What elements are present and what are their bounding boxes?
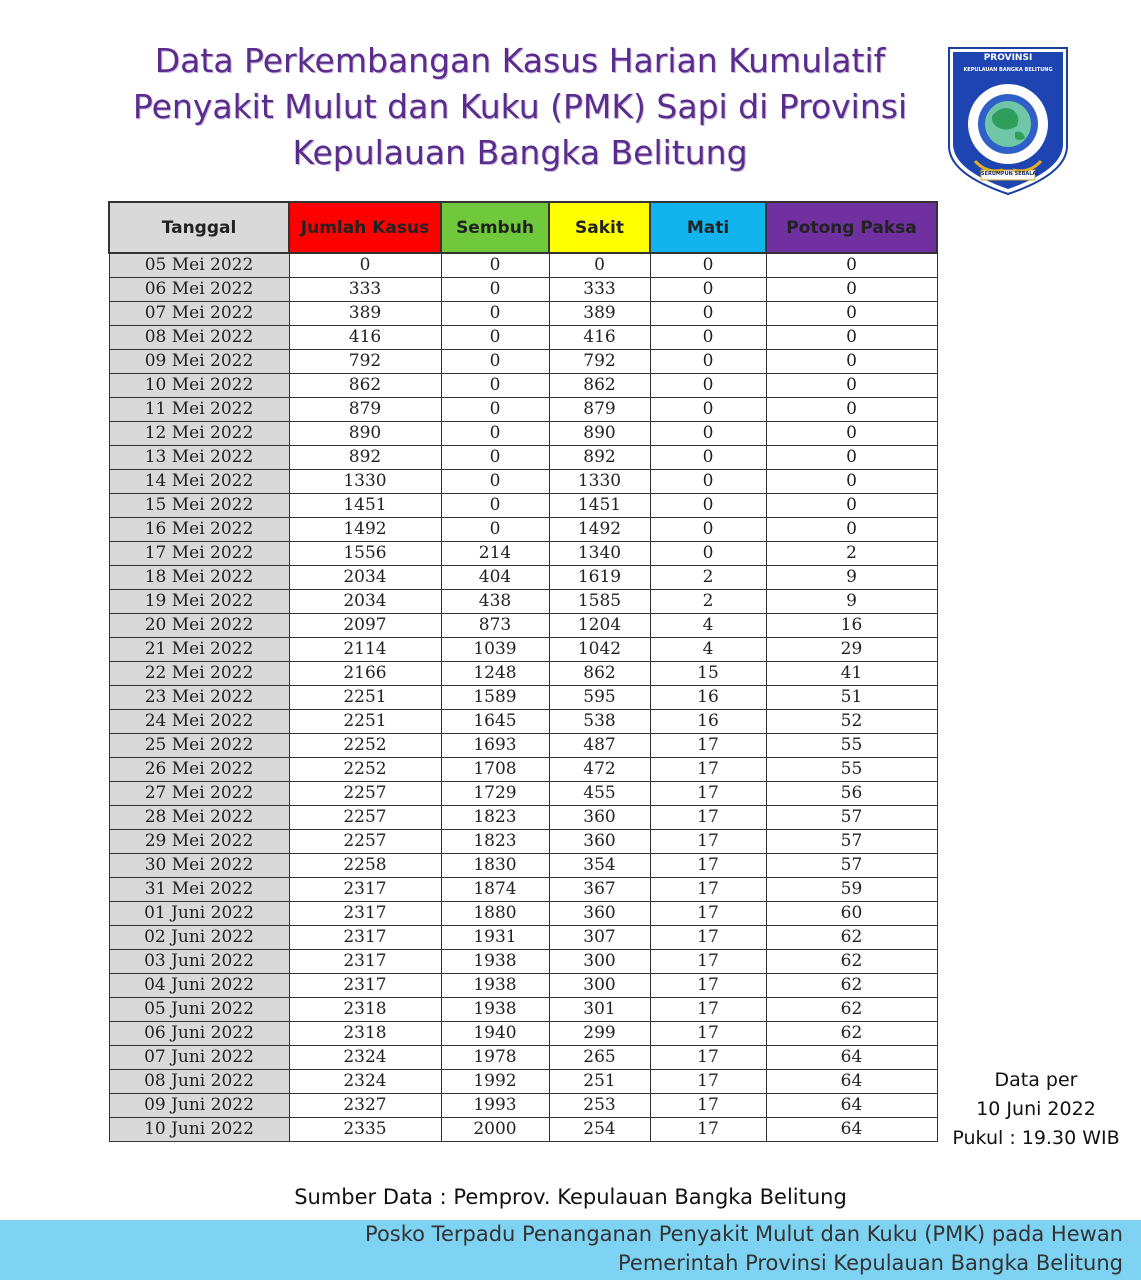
value-cell: 1340 [549, 542, 650, 566]
value-cell: 56 [766, 782, 937, 806]
data-per-label: Data per [994, 1069, 1078, 1091]
date-cell: 13 Mei 2022 [109, 446, 289, 470]
value-cell: 360 [549, 902, 650, 926]
value-cell: 2257 [289, 782, 441, 806]
value-cell: 890 [289, 422, 441, 446]
table-row [109, 830, 937, 854]
value-cell: 0 [289, 253, 441, 278]
table-row [109, 374, 937, 398]
value-cell: 2251 [289, 686, 441, 710]
value-cell: 1823 [441, 806, 549, 830]
value-cell: 389 [549, 302, 650, 326]
value-cell: 879 [289, 398, 441, 422]
table-row [109, 253, 937, 278]
table-row [109, 950, 937, 974]
footer-line-2: Pemerintah Provinsi Kepulauan Bangka Belitung [618, 1251, 1123, 1275]
value-cell: 62 [766, 950, 937, 974]
value-cell: 307 [549, 926, 650, 950]
value-cell: 0 [766, 326, 937, 350]
value-cell: 64 [766, 1070, 937, 1094]
date-cell: 12 Mei 2022 [109, 422, 289, 446]
value-cell: 301 [549, 998, 650, 1022]
date-cell: 26 Mei 2022 [109, 758, 289, 782]
value-cell: 2258 [289, 854, 441, 878]
value-cell: 2257 [289, 806, 441, 830]
date-cell: 02 Juni 2022 [109, 926, 289, 950]
value-cell: 55 [766, 758, 937, 782]
value-cell: 0 [650, 253, 766, 278]
value-cell: 4 [650, 638, 766, 662]
value-cell: 333 [549, 278, 650, 302]
pmk-case-table [108, 201, 936, 1179]
value-cell: 0 [650, 278, 766, 302]
date-cell: 06 Juni 2022 [109, 1022, 289, 1046]
value-cell: 1330 [289, 470, 441, 494]
date-cell: 27 Mei 2022 [109, 782, 289, 806]
date-cell: 05 Juni 2022 [109, 998, 289, 1022]
header-jumlah-kasus: Jumlah Kasus [289, 202, 441, 253]
value-cell: 17 [650, 902, 766, 926]
table-row [109, 638, 937, 662]
value-cell: 17 [650, 1046, 766, 1070]
value-cell: 2252 [289, 758, 441, 782]
table-row [109, 446, 937, 470]
date-cell: 15 Mei 2022 [109, 494, 289, 518]
value-cell: 1492 [289, 518, 441, 542]
value-cell: 0 [549, 253, 650, 278]
date-cell: 10 Juni 2022 [109, 1118, 289, 1142]
value-cell: 1708 [441, 758, 549, 782]
value-cell: 17 [650, 998, 766, 1022]
value-cell: 0 [441, 518, 549, 542]
value-cell: 1993 [441, 1094, 549, 1118]
table-row [109, 878, 937, 902]
value-cell: 1330 [549, 470, 650, 494]
value-cell: 64 [766, 1094, 937, 1118]
date-cell: 09 Juni 2022 [109, 1094, 289, 1118]
value-cell: 1938 [441, 974, 549, 998]
data-per-date: 10 Juni 2022 [976, 1098, 1096, 1120]
value-cell: 1880 [441, 902, 549, 926]
value-cell: 0 [441, 374, 549, 398]
value-cell: 1931 [441, 926, 549, 950]
value-cell: 0 [766, 470, 937, 494]
table-row [109, 710, 937, 734]
value-cell: 0 [650, 518, 766, 542]
value-cell: 595 [549, 686, 650, 710]
table-row [109, 998, 937, 1022]
value-cell: 0 [650, 422, 766, 446]
date-cell: 20 Mei 2022 [109, 614, 289, 638]
date-cell: 04 Juni 2022 [109, 974, 289, 998]
value-cell: 17 [650, 926, 766, 950]
footer-banner [0, 1220, 1141, 1280]
value-cell: 299 [549, 1022, 650, 1046]
value-cell: 1978 [441, 1046, 549, 1070]
value-cell: 41 [766, 662, 937, 686]
value-cell: 2000 [441, 1118, 549, 1142]
value-cell: 16 [766, 614, 937, 638]
table-header-row [109, 202, 937, 253]
value-cell: 892 [549, 446, 650, 470]
table-row [109, 806, 937, 830]
header-sembuh: Sembuh [441, 202, 549, 253]
date-cell: 22 Mei 2022 [109, 662, 289, 686]
value-cell: 1830 [441, 854, 549, 878]
value-cell: 792 [289, 350, 441, 374]
table-row [109, 854, 937, 878]
table-row [109, 614, 937, 638]
date-cell: 11 Mei 2022 [109, 398, 289, 422]
value-cell: 0 [650, 494, 766, 518]
value-cell: 0 [650, 446, 766, 470]
value-cell: 0 [441, 494, 549, 518]
value-cell: 416 [289, 326, 441, 350]
value-cell: 1729 [441, 782, 549, 806]
table-row [109, 518, 937, 542]
value-cell: 16 [650, 686, 766, 710]
date-cell: 09 Mei 2022 [109, 350, 289, 374]
data-per-time: Pukul : 19.30 WIB [952, 1127, 1120, 1149]
value-cell: 404 [441, 566, 549, 590]
page-title [60, 38, 980, 176]
logo-arc-text: KEPULAUAN BANGKA BELITUNG [963, 67, 1053, 73]
value-cell: 1451 [289, 494, 441, 518]
date-cell: 03 Juni 2022 [109, 950, 289, 974]
value-cell: 1589 [441, 686, 549, 710]
value-cell: 360 [549, 806, 650, 830]
table-row [109, 302, 937, 326]
value-cell: 62 [766, 974, 937, 998]
value-cell: 862 [549, 662, 650, 686]
value-cell: 438 [441, 590, 549, 614]
value-cell: 0 [650, 470, 766, 494]
value-cell: 0 [766, 422, 937, 446]
value-cell: 62 [766, 1022, 937, 1046]
value-cell: 17 [650, 734, 766, 758]
date-cell: 01 Juni 2022 [109, 902, 289, 926]
value-cell: 0 [441, 350, 549, 374]
table-row [109, 902, 937, 926]
value-cell: 0 [441, 278, 549, 302]
date-cell: 30 Mei 2022 [109, 854, 289, 878]
table-row [109, 350, 937, 374]
value-cell: 2318 [289, 998, 441, 1022]
value-cell: 64 [766, 1118, 937, 1142]
date-cell: 07 Mei 2022 [109, 302, 289, 326]
value-cell: 472 [549, 758, 650, 782]
value-cell: 251 [549, 1070, 650, 1094]
value-cell: 0 [441, 446, 549, 470]
value-cell: 1645 [441, 710, 549, 734]
date-cell: 07 Juni 2022 [109, 1046, 289, 1070]
header-mati: Mati [650, 202, 766, 253]
date-cell: 21 Mei 2022 [109, 638, 289, 662]
date-cell: 19 Mei 2022 [109, 590, 289, 614]
value-cell: 1693 [441, 734, 549, 758]
value-cell: 862 [549, 374, 650, 398]
value-cell: 9 [766, 590, 937, 614]
value-cell: 354 [549, 854, 650, 878]
date-cell: 29 Mei 2022 [109, 830, 289, 854]
table-row [109, 782, 937, 806]
value-cell: 2252 [289, 734, 441, 758]
value-cell: 0 [766, 350, 937, 374]
table-row [109, 494, 937, 518]
date-cell: 06 Mei 2022 [109, 278, 289, 302]
value-cell: 52 [766, 710, 937, 734]
value-cell: 64 [766, 1046, 937, 1070]
value-cell: 1992 [441, 1070, 549, 1094]
value-cell: 17 [650, 1118, 766, 1142]
value-cell: 0 [766, 518, 937, 542]
value-cell: 1938 [441, 950, 549, 974]
value-cell: 17 [650, 830, 766, 854]
table-row [109, 542, 937, 566]
logo-ribbon-text: SERUMPUN SEBALAI [981, 171, 1039, 177]
value-cell: 1204 [549, 614, 650, 638]
value-cell: 0 [766, 446, 937, 470]
logo-top-text: PROVINSI [983, 53, 1033, 63]
date-cell: 23 Mei 2022 [109, 686, 289, 710]
value-cell: 62 [766, 926, 937, 950]
value-cell: 17 [650, 878, 766, 902]
value-cell: 389 [289, 302, 441, 326]
value-cell: 2317 [289, 878, 441, 902]
value-cell: 59 [766, 878, 937, 902]
value-cell: 2 [650, 566, 766, 590]
value-cell: 1938 [441, 998, 549, 1022]
value-cell: 890 [549, 422, 650, 446]
value-cell: 9 [766, 566, 937, 590]
table-row [109, 1022, 937, 1046]
header-potong-paksa: Potong Paksa [766, 202, 937, 253]
value-cell: 265 [549, 1046, 650, 1070]
value-cell: 2327 [289, 1094, 441, 1118]
value-cell: 1585 [549, 590, 650, 614]
table-row [109, 926, 937, 950]
value-cell: 2318 [289, 1022, 441, 1046]
value-cell: 487 [549, 734, 650, 758]
value-cell: 2324 [289, 1070, 441, 1094]
value-cell: 862 [289, 374, 441, 398]
value-cell: 0 [441, 302, 549, 326]
table-body [109, 253, 937, 1142]
table-row [109, 1046, 937, 1070]
value-cell: 0 [441, 398, 549, 422]
value-cell: 16 [650, 710, 766, 734]
value-cell: 17 [650, 806, 766, 830]
value-cell: 2317 [289, 950, 441, 974]
value-cell: 253 [549, 1094, 650, 1118]
table-row [109, 590, 937, 614]
table-row [109, 422, 937, 446]
date-cell: 17 Mei 2022 [109, 542, 289, 566]
header-tanggal: Tanggal [109, 202, 289, 253]
table-row [109, 398, 937, 422]
title-line-1: Data Perkembangan Kasus Harian Kumulatif [154, 41, 886, 80]
date-cell: 05 Mei 2022 [109, 253, 289, 278]
value-cell: 333 [289, 278, 441, 302]
value-cell: 892 [289, 446, 441, 470]
value-cell: 2317 [289, 974, 441, 998]
value-cell: 17 [650, 1022, 766, 1046]
date-cell: 28 Mei 2022 [109, 806, 289, 830]
value-cell: 17 [650, 758, 766, 782]
table-row [109, 734, 937, 758]
value-cell: 2317 [289, 902, 441, 926]
value-cell: 2 [650, 590, 766, 614]
header-sakit: Sakit [549, 202, 650, 253]
date-cell: 18 Mei 2022 [109, 566, 289, 590]
value-cell: 17 [650, 854, 766, 878]
value-cell: 0 [441, 470, 549, 494]
value-cell: 416 [549, 326, 650, 350]
value-cell: 879 [549, 398, 650, 422]
value-cell: 367 [549, 878, 650, 902]
value-cell: 0 [650, 302, 766, 326]
value-cell: 57 [766, 806, 937, 830]
value-cell: 538 [549, 710, 650, 734]
value-cell: 2034 [289, 590, 441, 614]
table-row [109, 1094, 937, 1118]
value-cell: 1039 [441, 638, 549, 662]
value-cell: 0 [766, 494, 937, 518]
date-cell: 25 Mei 2022 [109, 734, 289, 758]
table-row [109, 974, 937, 998]
value-cell: 0 [766, 278, 937, 302]
value-cell: 17 [650, 1094, 766, 1118]
value-cell: 2114 [289, 638, 441, 662]
value-cell: 0 [650, 542, 766, 566]
value-cell: 2335 [289, 1118, 441, 1142]
table-row [109, 566, 937, 590]
date-cell: 10 Mei 2022 [109, 374, 289, 398]
value-cell: 17 [650, 1070, 766, 1094]
value-cell: 55 [766, 734, 937, 758]
value-cell: 0 [441, 326, 549, 350]
value-cell: 29 [766, 638, 937, 662]
value-cell: 2257 [289, 830, 441, 854]
title-line-2: Penyakit Mulut dan Kuku (PMK) Sapi di Provinsi [132, 87, 908, 126]
table-row [109, 662, 937, 686]
value-cell: 2034 [289, 566, 441, 590]
table-row [109, 470, 937, 494]
value-cell: 2251 [289, 710, 441, 734]
value-cell: 873 [441, 614, 549, 638]
value-cell: 2317 [289, 926, 441, 950]
value-cell: 1874 [441, 878, 549, 902]
value-cell: 15 [650, 662, 766, 686]
value-cell: 1248 [441, 662, 549, 686]
table-row [109, 326, 937, 350]
table-row [109, 278, 937, 302]
value-cell: 455 [549, 782, 650, 806]
value-cell: 2 [766, 542, 937, 566]
value-cell: 300 [549, 950, 650, 974]
value-cell: 214 [441, 542, 549, 566]
date-cell: 08 Juni 2022 [109, 1070, 289, 1094]
value-cell: 1823 [441, 830, 549, 854]
table-row [109, 1118, 937, 1142]
date-cell: 08 Mei 2022 [109, 326, 289, 350]
value-cell: 0 [650, 326, 766, 350]
value-cell: 57 [766, 854, 937, 878]
value-cell: 300 [549, 974, 650, 998]
value-cell: 360 [549, 830, 650, 854]
value-cell: 0 [766, 374, 937, 398]
date-cell: 16 Mei 2022 [109, 518, 289, 542]
value-cell: 2324 [289, 1046, 441, 1070]
value-cell: 2097 [289, 614, 441, 638]
value-cell: 1940 [441, 1022, 549, 1046]
date-cell: 14 Mei 2022 [109, 470, 289, 494]
value-cell: 0 [766, 302, 937, 326]
value-cell: 0 [650, 350, 766, 374]
value-cell: 0 [650, 374, 766, 398]
value-cell: 1042 [549, 638, 650, 662]
date-cell: 24 Mei 2022 [109, 710, 289, 734]
table-row [109, 686, 937, 710]
value-cell: 0 [650, 398, 766, 422]
value-cell: 57 [766, 830, 937, 854]
data-table [108, 201, 938, 1142]
value-cell: 4 [650, 614, 766, 638]
value-cell: 1451 [549, 494, 650, 518]
value-cell: 254 [549, 1118, 650, 1142]
value-cell: 1556 [289, 542, 441, 566]
table-row [109, 1070, 937, 1094]
value-cell: 2166 [289, 662, 441, 686]
table-row [109, 758, 937, 782]
title-line-3: Kepulauan Bangka Belitung [292, 133, 748, 172]
value-cell: 17 [650, 974, 766, 998]
value-cell: 51 [766, 686, 937, 710]
value-cell: 1619 [549, 566, 650, 590]
value-cell: 0 [766, 398, 937, 422]
date-cell: 31 Mei 2022 [109, 878, 289, 902]
value-cell: 0 [441, 253, 549, 278]
value-cell: 17 [650, 950, 766, 974]
value-cell: 62 [766, 998, 937, 1022]
value-cell: 17 [650, 782, 766, 806]
value-cell: 0 [766, 253, 937, 278]
value-cell: 60 [766, 902, 937, 926]
data-timestamp [938, 1066, 1134, 1153]
value-cell: 792 [549, 350, 650, 374]
value-cell: 0 [441, 422, 549, 446]
value-cell: 1492 [549, 518, 650, 542]
source-note: Sumber Data : Pemprov. Kepulauan Bangka Belitung [294, 1185, 847, 1209]
footer-line-1: Posko Terpadu Penanganan Penyakit Mulut dan Kuku (PMK) pada Hewan [365, 1222, 1123, 1246]
